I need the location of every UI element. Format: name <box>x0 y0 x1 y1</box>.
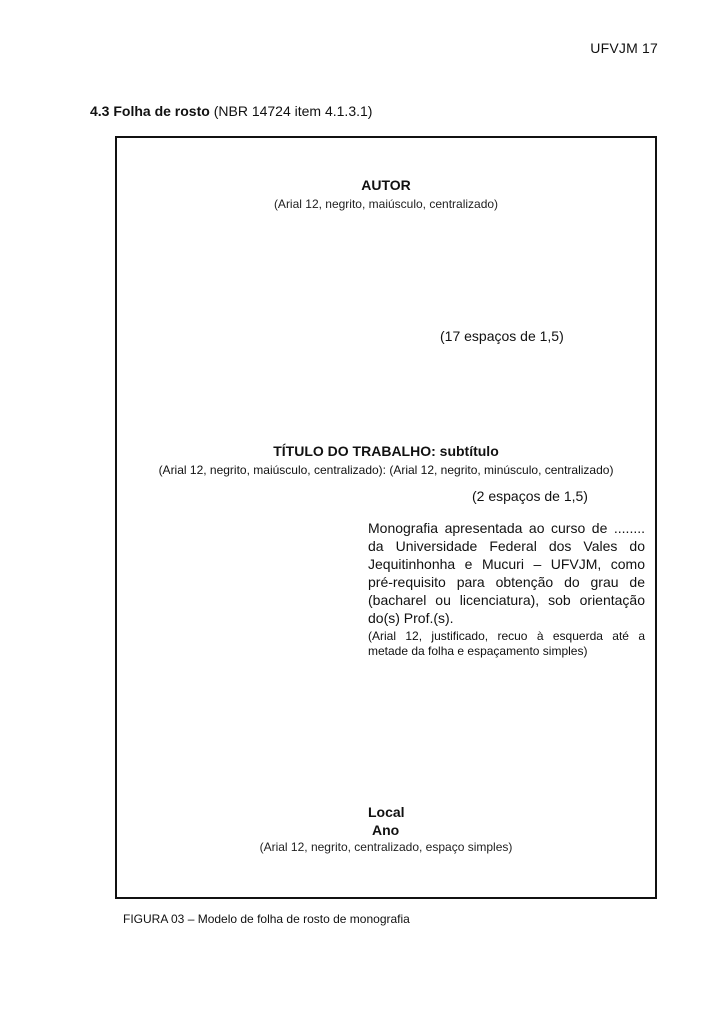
model-title-note: (Arial 12, negrito, maiúsculo, centralizado): (Arial 12, negrito, minúsculo, centralizado) <box>158 463 614 477</box>
page-header-label: UFVJM 17 <box>590 40 658 56</box>
model-title: TÍTULO DO TRABALHO: subtítulo <box>273 443 499 459</box>
model-local: Local <box>368 804 405 820</box>
model-author: AUTOR <box>361 177 411 193</box>
section-heading-reference: (NBR 14724 item 4.1.3.1) <box>209 103 373 119</box>
model-local-note: (Arial 12, negrito, centralizado, espaço simples) <box>259 840 513 854</box>
model-nature-text: Monografia apresentada ao curso de ........ da Universidade Federal dos Vales do Jequitinhonha e Mucuri – UFVJM, como pré-requisito para obtenção do grau de (bacharel ou licenciatura), sob orientação do(s) Prof.(s). <box>368 520 645 626</box>
figure-caption: FIGURA 03 – Modelo de folha de rosto de monografia <box>123 912 410 926</box>
model-author-note: (Arial 12, negrito, maiúsculo, centralizado) <box>273 197 499 211</box>
model-nature-note: (Arial 12, justificado, recuo à esquerda até a metade da folha e espaçamento simples) <box>368 629 645 658</box>
section-heading-title: 4.3 Folha de rosto <box>90 103 210 119</box>
model-year: Ano <box>372 822 400 838</box>
section-heading <box>90 103 372 119</box>
title-page-model-frame <box>115 136 657 899</box>
model-spacing-17: (17 espaços de 1,5) <box>440 328 564 344</box>
model-nature-block <box>368 519 645 659</box>
model-spacing-2: (2 espaços de 1,5) <box>472 488 588 504</box>
